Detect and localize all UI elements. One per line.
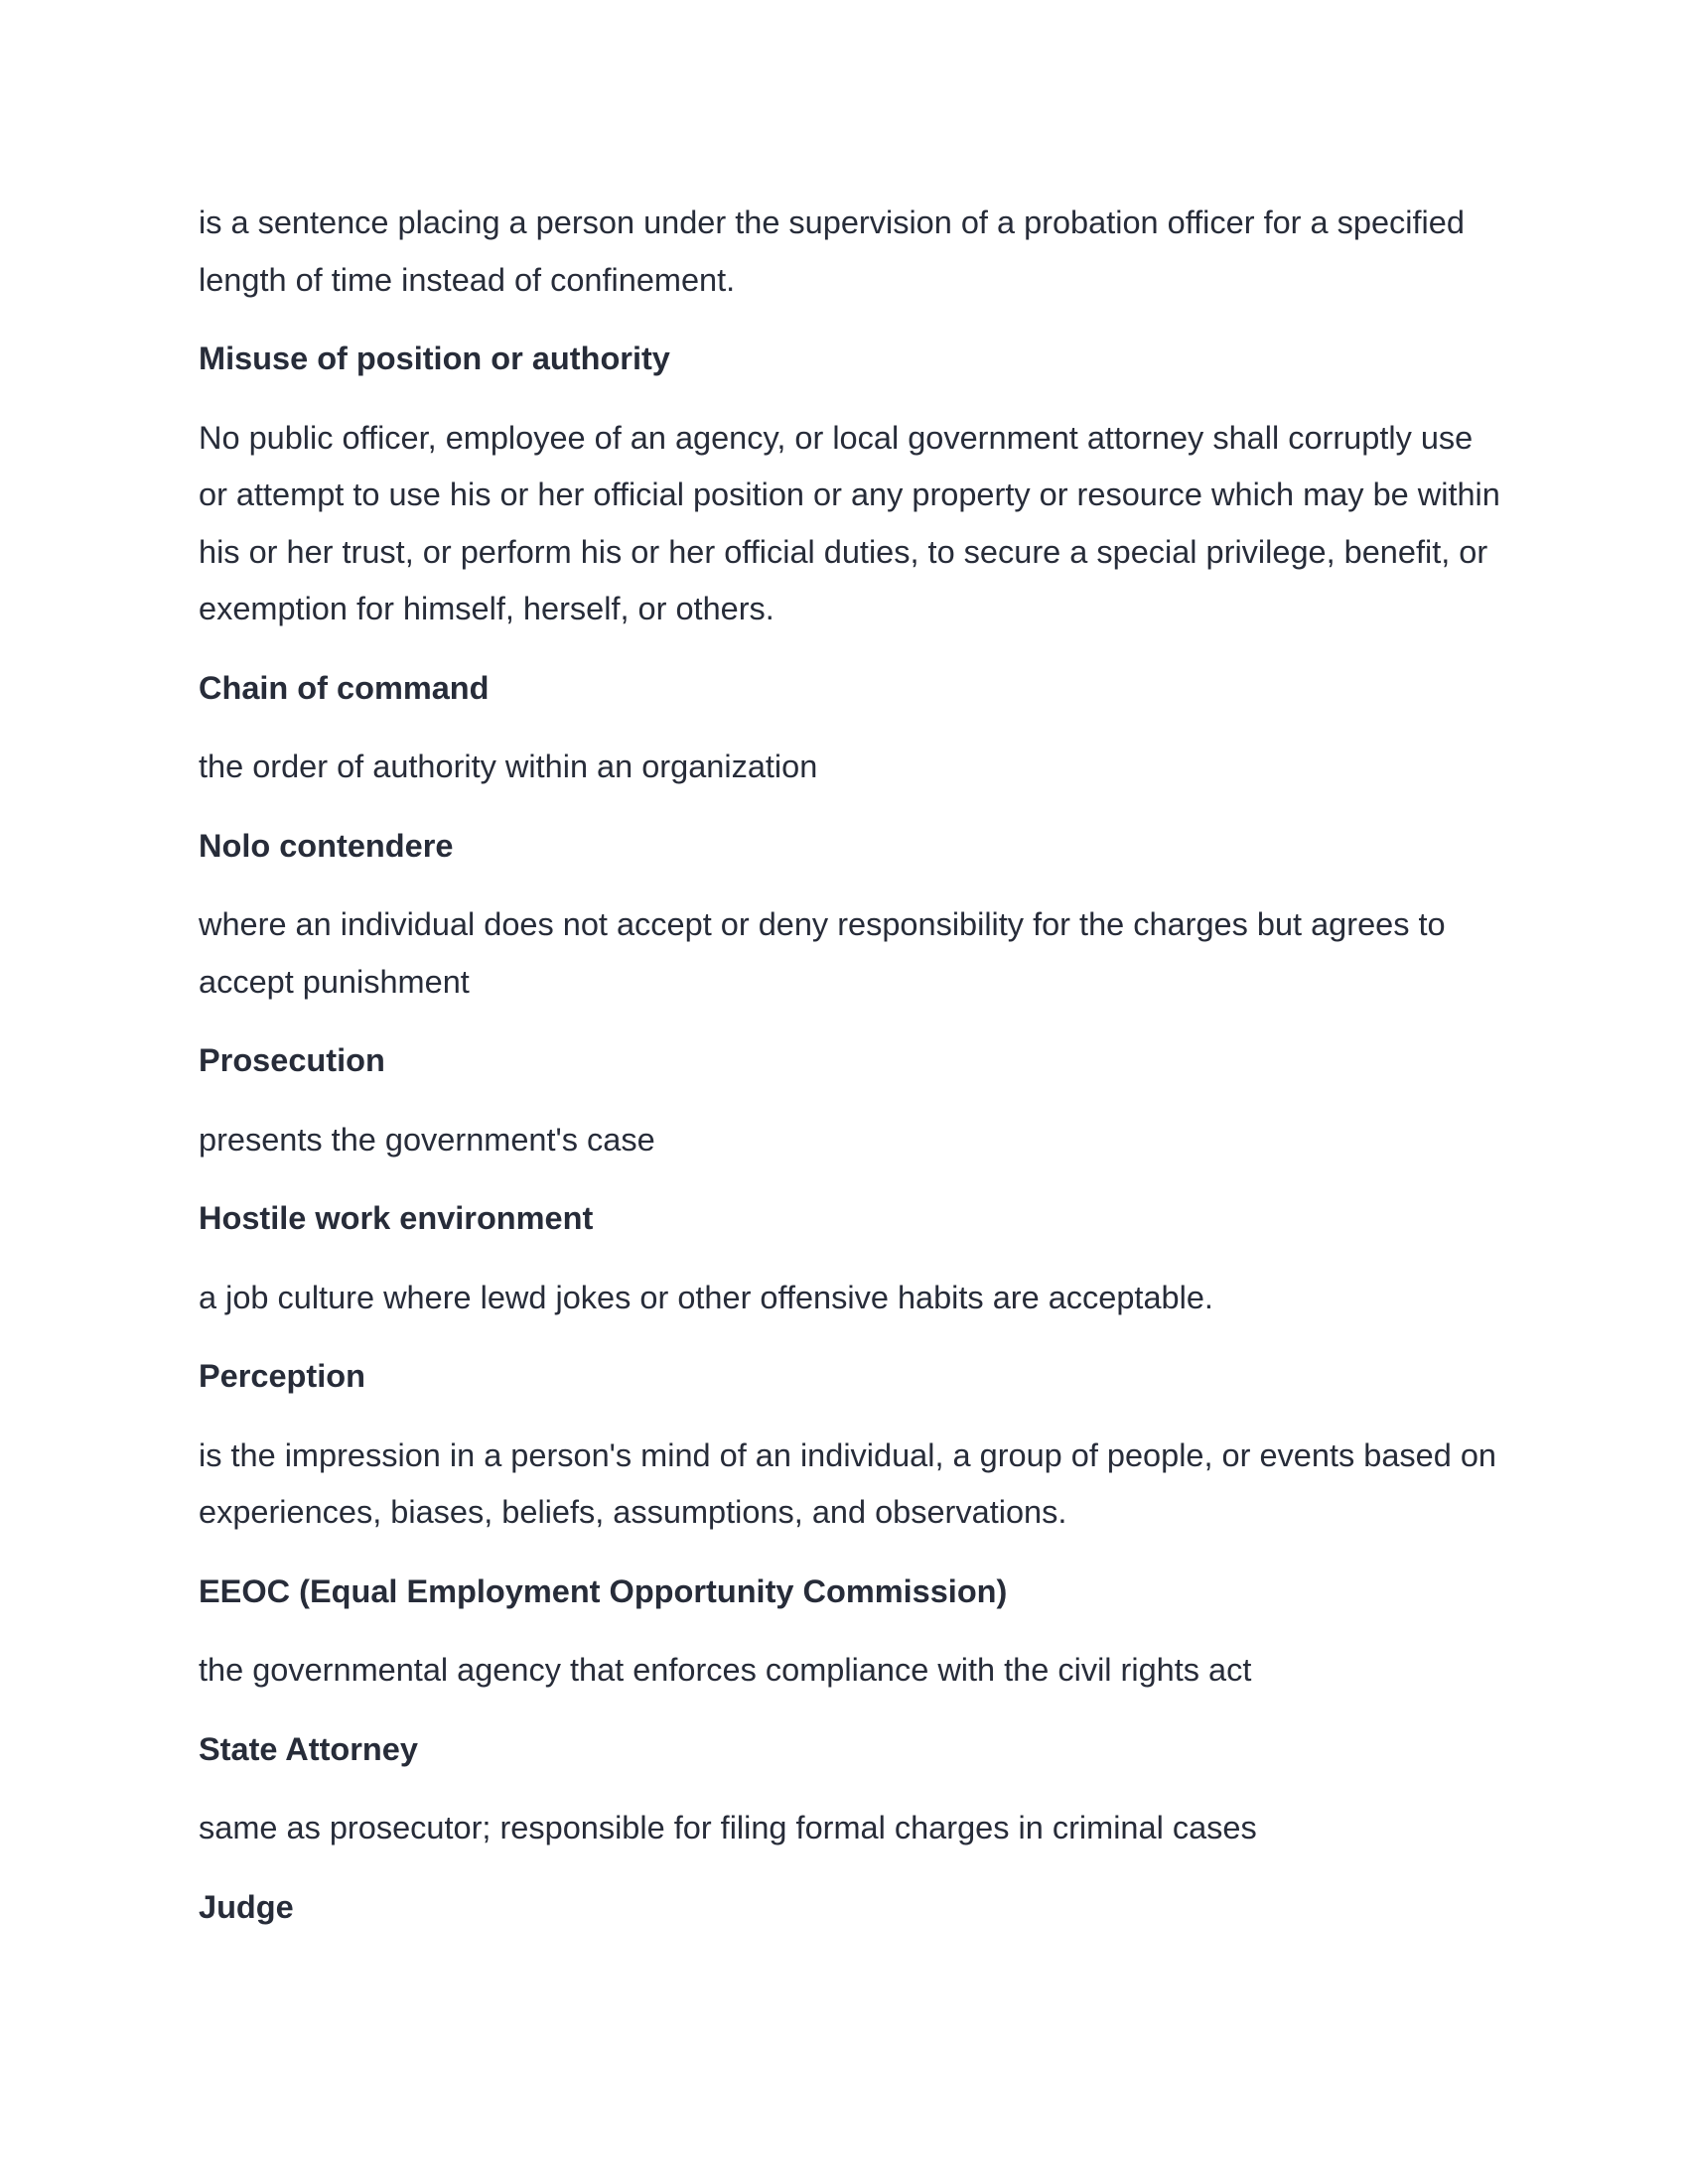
glossary-definition: No public officer, employee of an agency, or local government attorney shall corruptly use or attempt to use his or her official position or any property or resource which may be within his or her trust, or perform his or her official duties, to secure a special privilege, benefit, or exemption for himself, herself, or others.: [199, 419, 1500, 626]
glossary-entry: [199, 1857, 1509, 1959]
glossary-term: Perception: [199, 1358, 365, 1394]
glossary-definition: the order of authority within an organization: [199, 749, 818, 784]
glossary-term: Misuse of position or authority: [199, 341, 670, 376]
glossary-definition: same as prosecutor; responsible for filing formal charges in criminal cases: [199, 1810, 1257, 1845]
glossary-entry: [199, 1542, 1509, 1700]
glossary-definition: is the impression in a person's mind of an individual, a group of people, or events based on experiences, biases, beliefs, assumptions, and observations.: [199, 1436, 1496, 1530]
glossary-definition: the governmental agency that enforces compliance with the civil rights act: [199, 1652, 1252, 1688]
document-page: [199, 195, 1509, 1958]
lead-definition: is a sentence placing a person under the supervision of a probation officer for a specified length of time instead of confinement.: [199, 205, 1465, 298]
glossary-definition: presents the government's case: [199, 1121, 655, 1158]
glossary-definition: a job culture where lewd jokes or other offensive habits are acceptable.: [199, 1279, 1213, 1315]
glossary-entry: [199, 1168, 1509, 1326]
glossary-entry: [199, 796, 1509, 1012]
glossary-entry: [199, 1011, 1509, 1168]
glossary-term: State Attorney: [199, 1730, 418, 1767]
glossary-term: Hostile work environment: [199, 1200, 594, 1236]
glossary-definition: where an individual does not accept or deny responsibility for the charges but agrees to accept punishment: [199, 906, 1446, 1000]
glossary-term: Judge: [199, 1888, 294, 1925]
glossary-term: Nolo contendere: [199, 827, 454, 864]
glossary-entry: [199, 1326, 1509, 1542]
glossary-term: EEOC (Equal Employment Opportunity Commission): [199, 1572, 1008, 1609]
glossary-entry: [199, 309, 1509, 638]
glossary-entry: [199, 1700, 1509, 1857]
glossary-entry: [199, 638, 1509, 796]
glossary-term: Prosecution: [199, 1042, 385, 1078]
glossary-term: Chain of command: [199, 669, 490, 706]
